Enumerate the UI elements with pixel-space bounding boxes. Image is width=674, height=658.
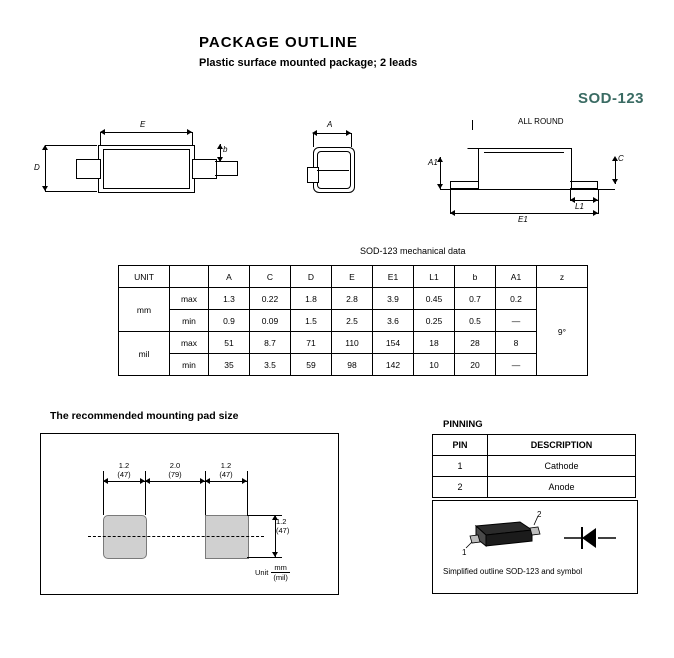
th-A: A	[209, 266, 250, 288]
pinning-table	[432, 434, 636, 498]
cell-pin-1: 1	[433, 456, 488, 477]
dim-A-ext-left	[313, 133, 314, 147]
page-title: PACKAGE OUTLINE	[199, 34, 358, 51]
top-view-tail-bottom	[215, 175, 237, 176]
cell-1-E1: 3.6	[373, 310, 414, 332]
side-view-lead-right-top	[570, 181, 598, 182]
top-view-lead-left	[76, 159, 101, 179]
pad-vdim-mil: (47)	[276, 526, 290, 535]
pad-dim3-mm: 1.2	[220, 461, 232, 470]
cell-0-b: 0.7	[455, 288, 496, 310]
pad-dim2-line	[145, 481, 205, 482]
mounting-pad-drawing	[40, 433, 337, 593]
pad-vdim-arrow-down	[272, 552, 278, 557]
cell-minmax-1: min	[170, 310, 209, 332]
pad-unit-label: Unit	[255, 568, 269, 577]
th-A1: A1	[496, 266, 537, 288]
pad-dim3-arrow-right	[242, 478, 247, 484]
th-pin: PIN	[433, 435, 488, 456]
cell-2-D: 71	[291, 332, 332, 354]
cell-2-A: 51	[209, 332, 250, 354]
pad-vdim-label	[276, 517, 316, 535]
top-view-tail-end	[237, 161, 238, 176]
pad-ext-4	[247, 471, 248, 515]
dim-E-ext-right	[192, 132, 193, 146]
dim-A1-arrow-down	[437, 184, 443, 189]
top-view-lead-right	[192, 159, 217, 179]
pad-dim2-arrow-left	[145, 478, 150, 484]
th-E1: E1	[373, 266, 414, 288]
pad-dim3-mil: (47)	[219, 470, 233, 479]
pad-dim1-arrow-left	[103, 478, 108, 484]
dim-label-D: D	[34, 163, 40, 172]
cell-0-L1: 0.45	[414, 288, 455, 310]
mounting-pad-title: The recommended mounting pad size	[50, 410, 239, 422]
dim-L1-ext-left	[570, 189, 571, 201]
pad-unit-note	[255, 563, 290, 582]
pad-centerline	[88, 536, 264, 537]
dim-label-A: A	[327, 120, 333, 129]
pad-dim3-label	[214, 461, 238, 479]
cell-0-A1: 0.2	[496, 288, 537, 310]
pad-dim2-label	[163, 461, 187, 479]
cell-2-A1: 8	[496, 332, 537, 354]
cell-3-A: 35	[209, 354, 250, 376]
table-row	[119, 332, 588, 354]
dim-label-L1: L1	[575, 202, 584, 211]
cell-0-A: 1.3	[209, 288, 250, 310]
pad-unit-num: mm	[271, 563, 290, 573]
package-code: SOD-123	[578, 90, 645, 107]
cell-2-L1: 18	[414, 332, 455, 354]
dim-E1-ext-right	[598, 189, 599, 214]
mech-table-caption: SOD-123 mechanical data	[360, 246, 466, 256]
symbol-panel	[432, 500, 636, 592]
cell-pin-2: 2	[433, 477, 488, 498]
symbol-pin-label-1: 1	[462, 548, 467, 557]
cell-1-A: 0.9	[209, 310, 250, 332]
dim-D-ext-bottom	[45, 191, 97, 192]
dim-E1-ext-left	[450, 189, 451, 214]
th-b: b	[455, 266, 496, 288]
th-L1: L1	[414, 266, 455, 288]
top-view-body-inner	[103, 149, 190, 189]
cell-2-C: 8.7	[250, 332, 291, 354]
cell-3-A1: —	[496, 354, 537, 376]
side-view-top-chamfer	[484, 152, 564, 153]
side-view-drawing	[420, 112, 645, 227]
table-row	[119, 354, 588, 376]
dim-D-ext-top	[45, 145, 97, 146]
th-z: z	[537, 266, 588, 288]
cell-3-D: 59	[291, 354, 332, 376]
all-round-note: ALL ROUND	[518, 117, 564, 126]
cell-0-C: 0.22	[250, 288, 291, 310]
cell-1-E: 2.5	[332, 310, 373, 332]
all-round-leader	[467, 122, 523, 149]
mechanical-data-table	[118, 265, 588, 376]
cell-1-D: 1.5	[291, 310, 332, 332]
dim-label-E1: E1	[518, 215, 528, 224]
cell-3-E: 98	[332, 354, 373, 376]
cell-minmax-3: min	[170, 354, 209, 376]
dim-E-ext-left	[100, 132, 101, 146]
side-view-lead-left-end	[450, 181, 451, 189]
end-view-drawing	[295, 115, 375, 220]
cell-unit-mm: mm	[119, 288, 170, 332]
pad-dim2-mm: 2.0	[169, 461, 181, 470]
dim-label-E: E	[140, 120, 146, 129]
pinning-header-row	[433, 435, 636, 456]
cell-minmax-2: max	[170, 332, 209, 354]
dim-C-arrow-down	[612, 179, 618, 184]
th-minmax	[170, 266, 209, 288]
th-E: E	[332, 266, 373, 288]
all-round-tick	[472, 120, 473, 130]
dim-label-A1: A1	[428, 158, 438, 167]
dim-D-line	[45, 145, 46, 191]
pad-vdim-ext-bot	[247, 557, 282, 558]
th-description: DESCRIPTION	[488, 435, 636, 456]
cell-3-C: 3.5	[250, 354, 291, 376]
dim-label-C: C	[618, 154, 624, 163]
pad-dim1-line	[103, 481, 145, 482]
side-view-body	[478, 148, 572, 190]
pad-right	[205, 515, 249, 559]
dim-E-line	[100, 132, 192, 133]
pinning-title: PINNING	[443, 419, 483, 430]
pad-unit-den: (mil)	[273, 573, 288, 582]
cell-z-value: 9°	[537, 288, 588, 376]
diode-symbol-icon	[562, 522, 618, 554]
table-row	[119, 288, 588, 310]
pad-dim2-mil: (79)	[168, 470, 182, 479]
side-view-lead-right-end	[597, 181, 598, 189]
dim-label-b: b	[223, 145, 228, 154]
th-C: C	[250, 266, 291, 288]
cell-1-b: 0.5	[455, 310, 496, 332]
cell-desc-1: Cathode	[488, 456, 636, 477]
end-view-band	[317, 170, 349, 171]
cell-1-A1: —	[496, 310, 537, 332]
th-D: D	[291, 266, 332, 288]
cell-1-L1: 0.25	[414, 310, 455, 332]
table-row	[119, 310, 588, 332]
dim-E1-line	[450, 213, 598, 214]
pad-dim3-line	[205, 481, 247, 482]
cell-1-C: 0.09	[250, 310, 291, 332]
symbol-pin-label-2: 2	[537, 510, 542, 519]
th-unit: UNIT	[119, 266, 170, 288]
cell-3-E1: 142	[373, 354, 414, 376]
pad-dim1-label	[112, 461, 136, 479]
seating-plane	[440, 189, 615, 190]
page-subtitle: Plastic surface mounted package; 2 leads	[199, 57, 418, 69]
cell-minmax-0: max	[170, 288, 209, 310]
dim-A-ext-right	[351, 133, 352, 147]
pad-dim3-arrow-left	[205, 478, 210, 484]
pad-left	[103, 515, 147, 559]
cell-2-b: 28	[455, 332, 496, 354]
cell-unit-mil: mil	[119, 332, 170, 376]
top-view-drawing	[30, 115, 250, 220]
table-row	[433, 456, 636, 477]
cell-3-L1: 10	[414, 354, 455, 376]
cell-2-E1: 154	[373, 332, 414, 354]
cell-desc-2: Anode	[488, 477, 636, 498]
cell-0-D: 1.8	[291, 288, 332, 310]
dim-b-arrow-down	[217, 157, 223, 162]
table-row	[433, 477, 636, 498]
pad-dim1-mm: 1.2	[118, 461, 130, 470]
table-header-row	[119, 266, 588, 288]
cell-0-E1: 3.9	[373, 288, 414, 310]
cell-3-b: 20	[455, 354, 496, 376]
side-view-lead-left-top	[450, 181, 478, 182]
pad-vdim-mm: 1.2	[276, 517, 287, 526]
cell-2-E: 110	[332, 332, 373, 354]
cell-0-E: 2.8	[332, 288, 373, 310]
symbol-caption: Simplified outline SOD-123 and symbol	[443, 567, 583, 576]
pad-dim1-mil: (47)	[117, 470, 131, 479]
